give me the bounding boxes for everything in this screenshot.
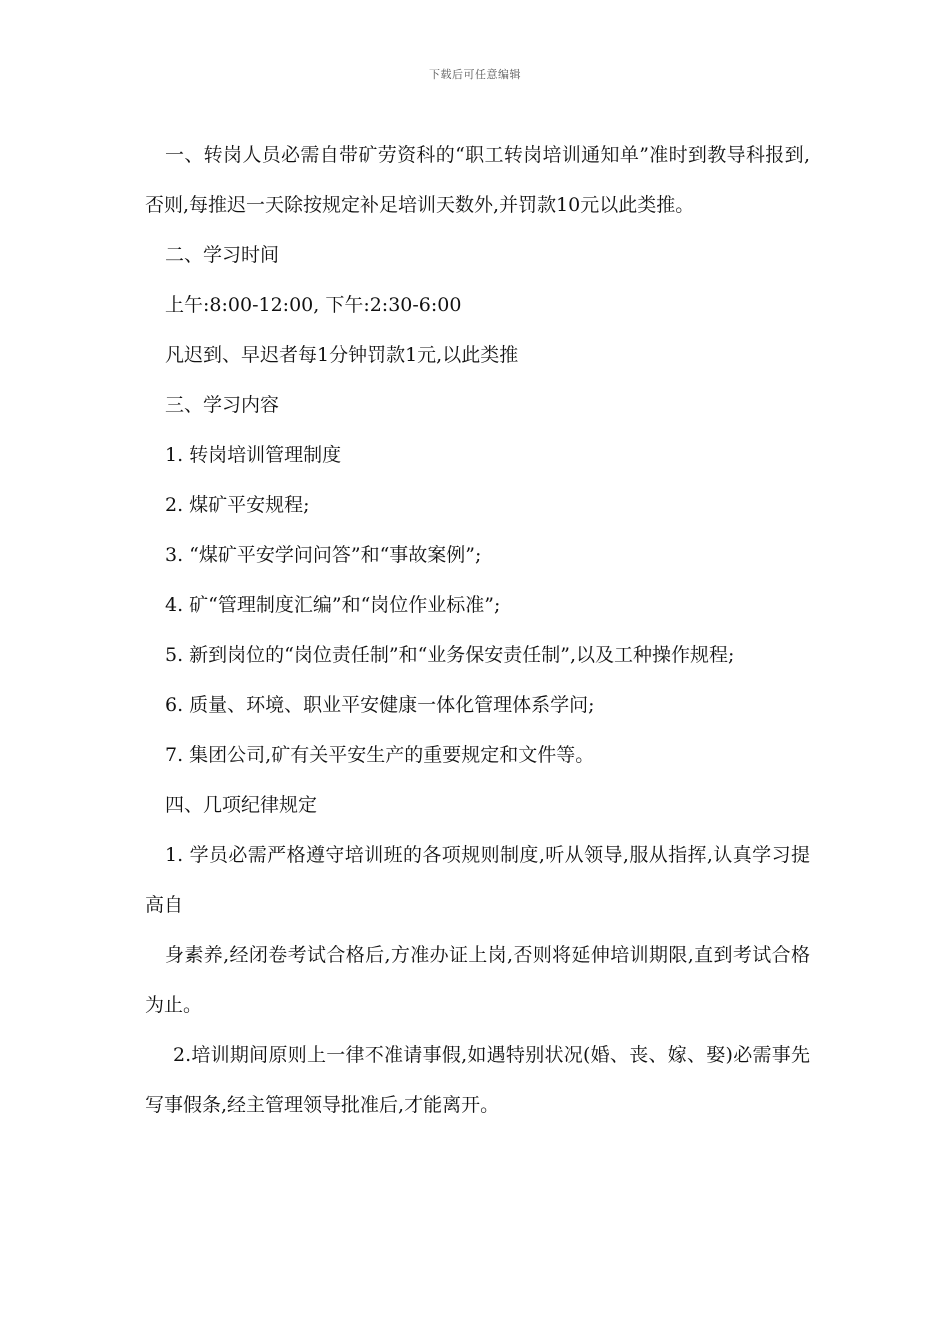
list-item-4: 4. 矿“管理制度汇编”和“岗位作业标准”;	[165, 594, 501, 616]
section-heading-study-time: 二、学习时间	[165, 244, 280, 266]
paragraph-schedule: 上午:8:00-12:00, 下午:2:30-6:00	[165, 294, 462, 316]
list-item-6: 6. 质量、环境、职业平安健康一体化管理体系学问;	[165, 694, 595, 716]
section-heading-discipline: 四、几项纪律规定	[165, 794, 318, 816]
list-item-1: 1. 转岗培训管理制度	[165, 444, 342, 466]
discipline-item-2: 2.培训期间原则上一律不准请事假,如遇特别状况(婚、丧、嫁、娶)必需事先写事假条,经主管理领导批准后,才能离开。	[145, 1044, 810, 1116]
list-item-7: 7. 集团公司,矿有关平安生产的重要规定和文件等。	[165, 744, 595, 766]
header-note: 下载后可任意编辑	[429, 68, 521, 81]
paragraph-late-penalty: 凡迟到、早迟者每1分钟罚款1元,以此类推	[165, 344, 519, 366]
list-item-2: 2. 煤矿平安规程;	[165, 494, 310, 516]
paragraph-report-requirement: 一、转岗人员必需自带矿劳资科的“职工转岗培训通知单”准时到教导科报到,否则,每推迟一天除按规定补足培训天数外,并罚款10元以此类推。	[145, 144, 810, 216]
document-body	[145, 130, 810, 1130]
section-heading-study-content: 三、学习内容	[165, 394, 280, 416]
list-item-3: 3. “煤矿平安学问问答”和“事故案例”;	[165, 544, 482, 566]
discipline-item-1-continued: 身素养,经闭卷考试合格后,方准办证上岗,否则将延伸培训期限,直到考试合格为止。	[145, 944, 810, 1016]
discipline-item-1: 1. 学员必需严格遵守培训班的各项规则制度,听从领导,服从指挥,认真学习提高自	[145, 844, 810, 916]
list-item-5: 5. 新到岗位的“岗位责任制”和“业务保安责任制”,以及工种操作规程;	[165, 644, 735, 666]
